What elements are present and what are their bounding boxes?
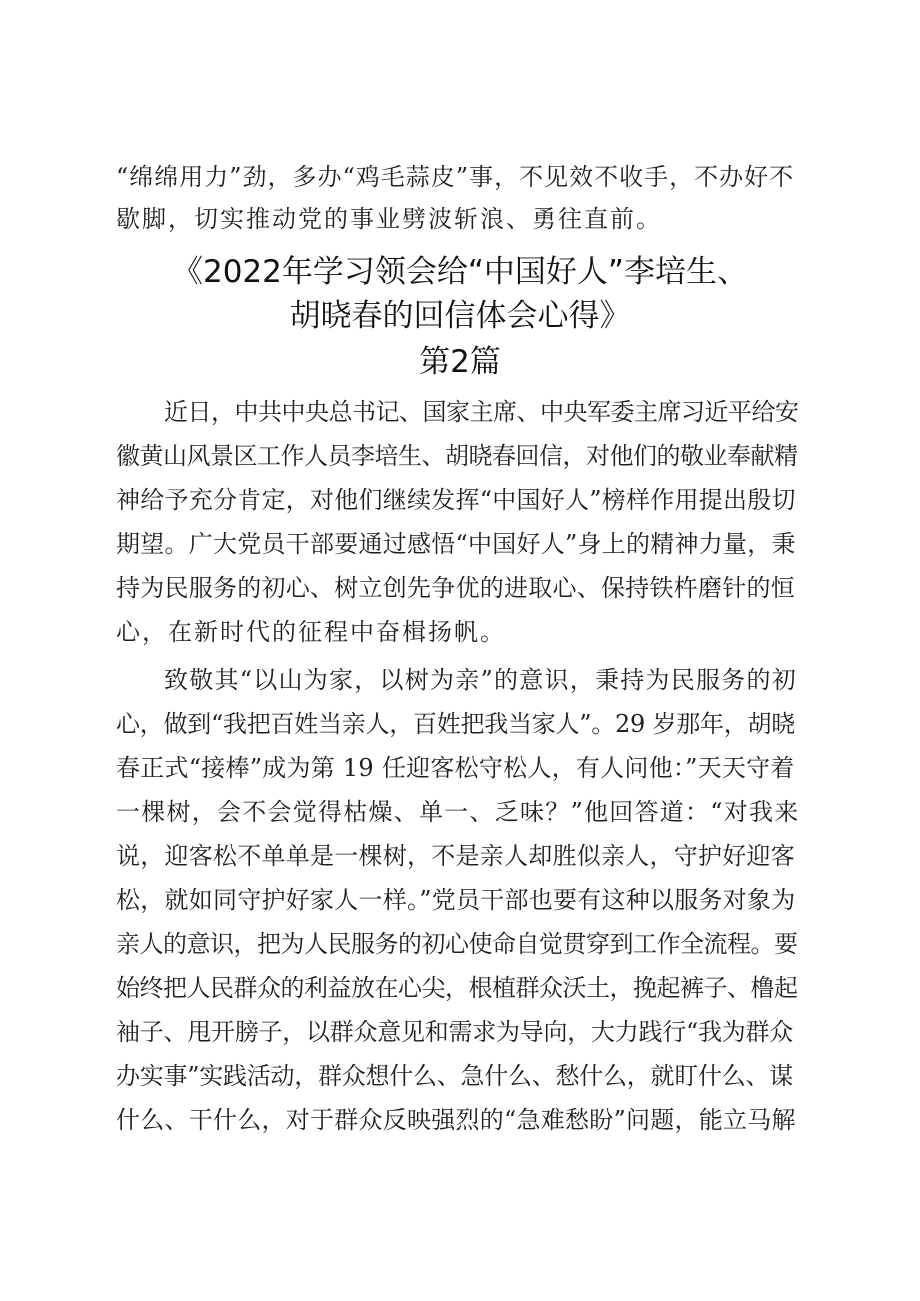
paragraph-line: 袖子、甩开膀子，以群众意见和需求为导向，大力践行“我为群众: [116, 1018, 794, 1046]
paragraph-line: 什么、干什么，对于群众反映强烈的“急难愁盼”问题，能立马解: [116, 1106, 796, 1134]
paragraph-line: 始终把人民群众的利益放在心尖，根植群众沃土，挽起裤子、橹起: [116, 974, 798, 1002]
intro-line: 歇脚，切实推动党的事业劈波斩浪、勇往直前。: [116, 205, 662, 233]
paragraph-line: 春正式“接棒”成为第 19 任迎客松守松人，有人问他：”天天守着: [116, 754, 795, 782]
article-title-line: 《2022年学习领会给“中国好人”李培生、: [171, 254, 748, 290]
paragraph-line: 亲人的意识，把为人民服务的初心使命自觉贯穿到工作全流程。要: [116, 930, 798, 958]
paragraph-line: 松，就如同守护好家人一样。”党员干部也要有这种以服务对象为: [116, 886, 796, 914]
article-title-line: 胡晓春的回信体会心得》: [289, 298, 631, 334]
intro-line: “绵绵用力”劲，多办“鸡毛蒜皮”事，不见效不收手，不办好不: [116, 163, 795, 191]
paragraph-line: 近日，中共中央总书记、国家主席、中央军委主席习近平给安: [164, 398, 799, 426]
paragraph-line: 致敬其“以山为家，以树为亲”的意识，秉持为民服务的初: [164, 666, 798, 694]
part-heading: 第2篇: [419, 344, 501, 380]
paragraph-line: 期望。广大党员干部要通过感悟“中国好人”身上的精神力量，秉: [116, 530, 796, 558]
paragraph-line: 持为民服务的初心、树立创先争优的进取心、保持铁杵磨针的恒: [116, 574, 795, 602]
paragraph-line: 神给予充分肯定，对他们继续发挥“中国好人”榜样作用提出殷切: [116, 486, 796, 514]
paragraph-line: 一棵树，会不会觉得枯燥、单一、乏味？”他回答道：“对我来: [116, 798, 800, 826]
paragraph-line: 心，做到“我把百姓当亲人，百姓把我当家人”。29 岁那年，胡晓: [116, 710, 795, 738]
paragraph-line: 办实事”实践活动，群众想什么、急什么、愁什么，就盯什么、谋: [116, 1062, 794, 1090]
paragraph-line: 说，迎客松不单单是一棵树，不是亲人却胜似亲人，守护好迎客: [116, 842, 795, 870]
paragraph-line: 徽黄山风景区工作人员李培生、胡晓春回信，对他们的敬业奉献精: [116, 442, 798, 470]
paragraph-line: 心，在新时代的征程中奋楫扬帆。: [116, 618, 506, 646]
